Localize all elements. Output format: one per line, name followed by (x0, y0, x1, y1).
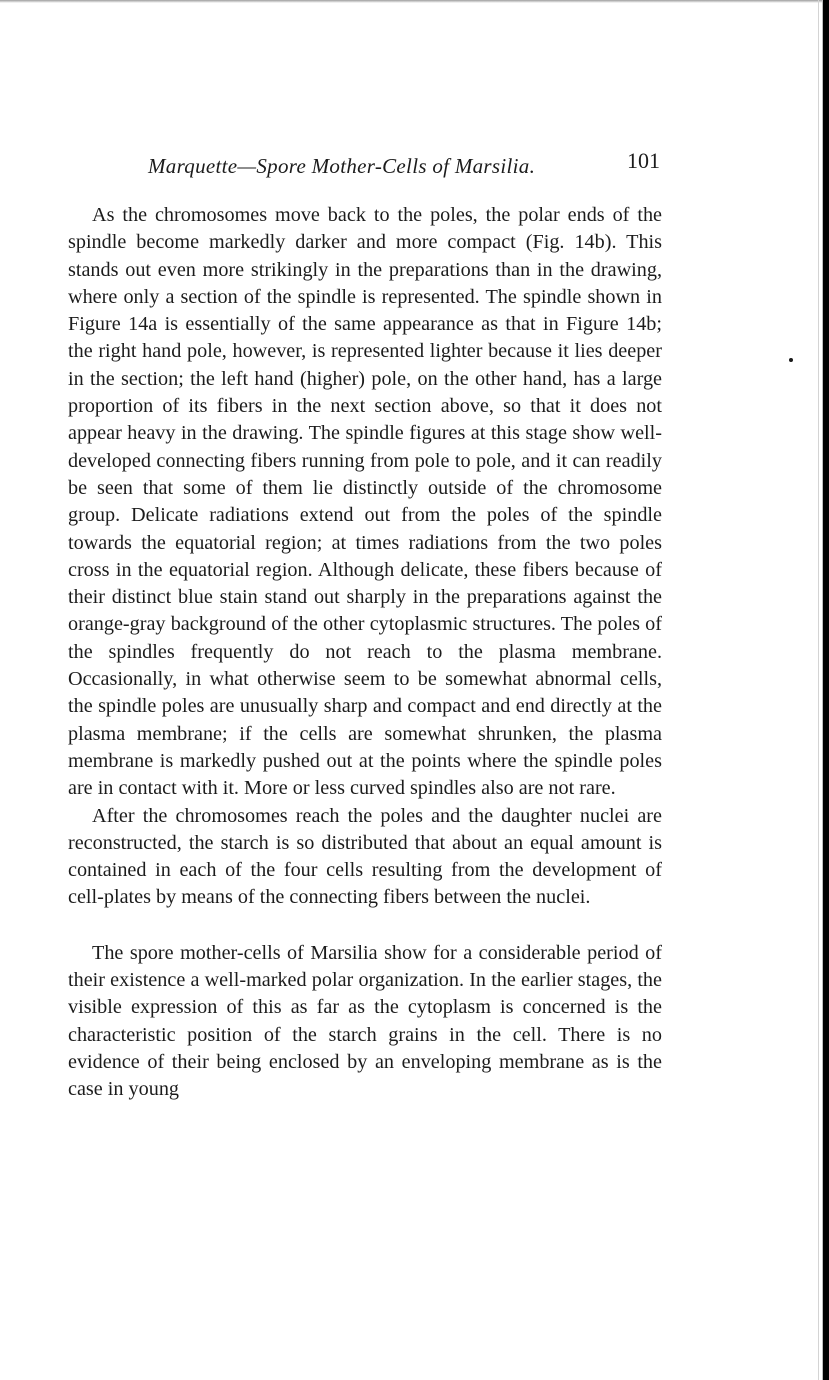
page-number: 101 (627, 148, 660, 173)
section-gap (68, 912, 662, 940)
margin-speck (789, 358, 793, 362)
paragraph-polar-organization: The spore mother-cells of Marsilia show for a considerable period of their existence a well-marked polar organization. In the earlier stages, the visible expression of this as far as the cytoplasm is concerned is the characteristic position of the starch grains in the cell. There is no evidence of their being enclosed by an enveloping membrane as is the case in young (68, 941, 662, 1101)
body-text (68, 202, 662, 1104)
paragraph-starch-distribution: After the chromosomes reach the poles and the daughter nuclei are reconstructed, the starch is so distributed that about an equal amount is contained in each of the four cells resulting from the development of cell-plates by means of the connecting fibers between the nuclei. (68, 804, 662, 909)
paragraph-spindle-poles: As the chromosomes move back to the poles, the polar ends of the spindle become markedly darker and more compact (Fig. 14b). This stands out even more strikingly in the preparations than in the drawing, where only a section of the spindle is represented. The spindle shown in Figure 14a is essentially of the same appearance as that in Figure 14b; the right hand pole, however, is represented lighter because it lies deeper in the section; the left hand (higher) pole, on the other hand, has a large proportion of its fibers in the next section above, so that it does not appear heavy in the drawing. The spindle figures at this stage show well-developed connecting fibers running from pole to pole, and it can readily be seen that some of them lie distinctly outside of the chromosome group. Delicate radiations extend out from the poles of the spindle towards the equatorial region; at times radiations from the two poles cross in the equatorial region. Although delicate, these fibers because of their distinct blue stain stand out sharply in the preparations against the orange-gray background of the other cytoplasmic structures. The poles of the spindles frequently do not reach to the plasma membrane. Occasionally, in what otherwise seem to be somewhat abnormal cells, the spindle poles are unusually sharp and compact and end directly at the plasma membrane; if the cells are somewhat shrunken, the plasma membrane is markedly pushed out at the points where the spindle poles are in contact with it. More or less curved spindles also are not rare. (68, 204, 662, 800)
page-fold-line (818, 0, 819, 1380)
running-title: Marquette—Spore Mother-Cells of Marsilia. (148, 154, 536, 178)
running-head (148, 148, 660, 184)
page-top-edge (0, 0, 822, 3)
